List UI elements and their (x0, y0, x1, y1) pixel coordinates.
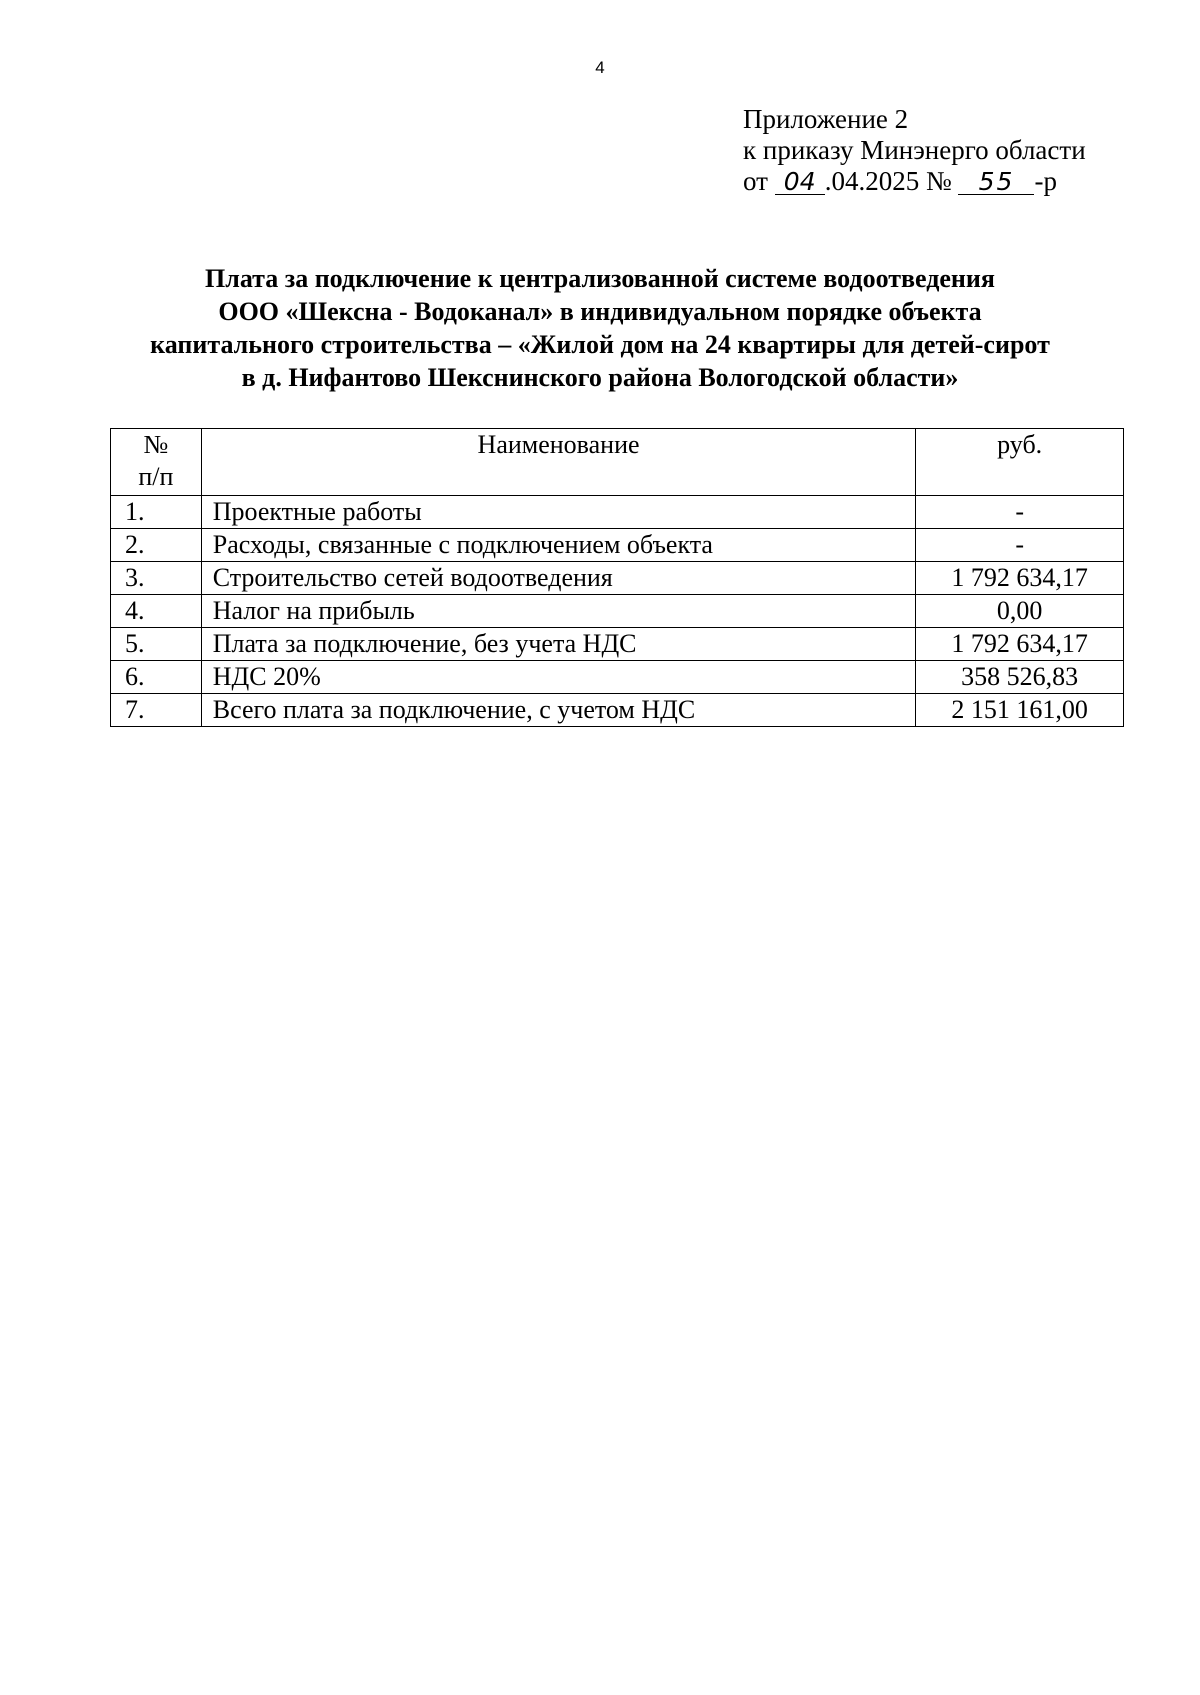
title-line-1: Плата за подключение к централизованной системе водоотведения (205, 264, 995, 293)
table-row (111, 562, 1124, 595)
row-number: 1. (111, 496, 202, 529)
row-number: 4. (111, 595, 202, 628)
page-number: 4 (595, 58, 605, 77)
row-name: Строительство сетей водоотведения (201, 562, 916, 595)
table-row (111, 628, 1124, 661)
order-suffix: -р (1034, 166, 1057, 196)
date-prefix: от (743, 166, 775, 196)
row-name: Всего плата за подключение, с учетом НДС (201, 694, 916, 727)
title-line-3: капитального строительства – «Жилой дом на 24 квартиры для детей-сирот (150, 330, 1050, 359)
appendix-title: Приложение 2 (743, 104, 909, 134)
row-value: 1 792 634,17 (916, 628, 1124, 661)
row-value: 0,00 (916, 595, 1124, 628)
table-row (111, 694, 1124, 727)
appendix-block (743, 104, 1086, 197)
row-value: - (916, 529, 1124, 562)
row-value: 358 526,83 (916, 661, 1124, 694)
table-row (111, 496, 1124, 529)
date-day-handwritten: 04 (775, 170, 825, 195)
row-name: Плата за подключение, без учета НДС (201, 628, 916, 661)
row-number: 3. (111, 562, 202, 595)
table-header-row (111, 429, 1124, 496)
row-name: Налог на прибыль (201, 595, 916, 628)
row-name: НДС 20% (201, 661, 916, 694)
table-row (111, 529, 1124, 562)
table-row (111, 661, 1124, 694)
row-number: 7. (111, 694, 202, 727)
document-title (100, 262, 1100, 394)
row-number: 5. (111, 628, 202, 661)
header-number (111, 429, 202, 496)
row-number: 2. (111, 529, 202, 562)
table-row (111, 595, 1124, 628)
appendix-date-line (743, 166, 1086, 197)
date-rest: .04.2025 № (824, 166, 959, 196)
row-name: Проектные работы (201, 496, 916, 529)
header-number-line2: п/п (138, 462, 174, 491)
title-line-2: ООО «Шексна - Водоканал» в индивидуальном порядке объекта (218, 297, 982, 326)
appendix-order-reference: к приказу Минэнерго области (743, 135, 1086, 165)
row-value: 1 792 634,17 (916, 562, 1124, 595)
header-name: Наименование (201, 429, 916, 496)
title-line-4: в д. Нифантово Шекснинского района Вологодской области» (241, 363, 959, 392)
row-value: 2 151 161,00 (916, 694, 1124, 727)
header-number-line1: № (143, 430, 169, 459)
header-value: руб. (916, 429, 1124, 496)
order-number-handwritten: 55 (958, 170, 1034, 195)
row-number: 6. (111, 661, 202, 694)
row-value: - (916, 496, 1124, 529)
cost-table (110, 428, 1124, 727)
row-name: Расходы, связанные с подключением объекта (201, 529, 916, 562)
